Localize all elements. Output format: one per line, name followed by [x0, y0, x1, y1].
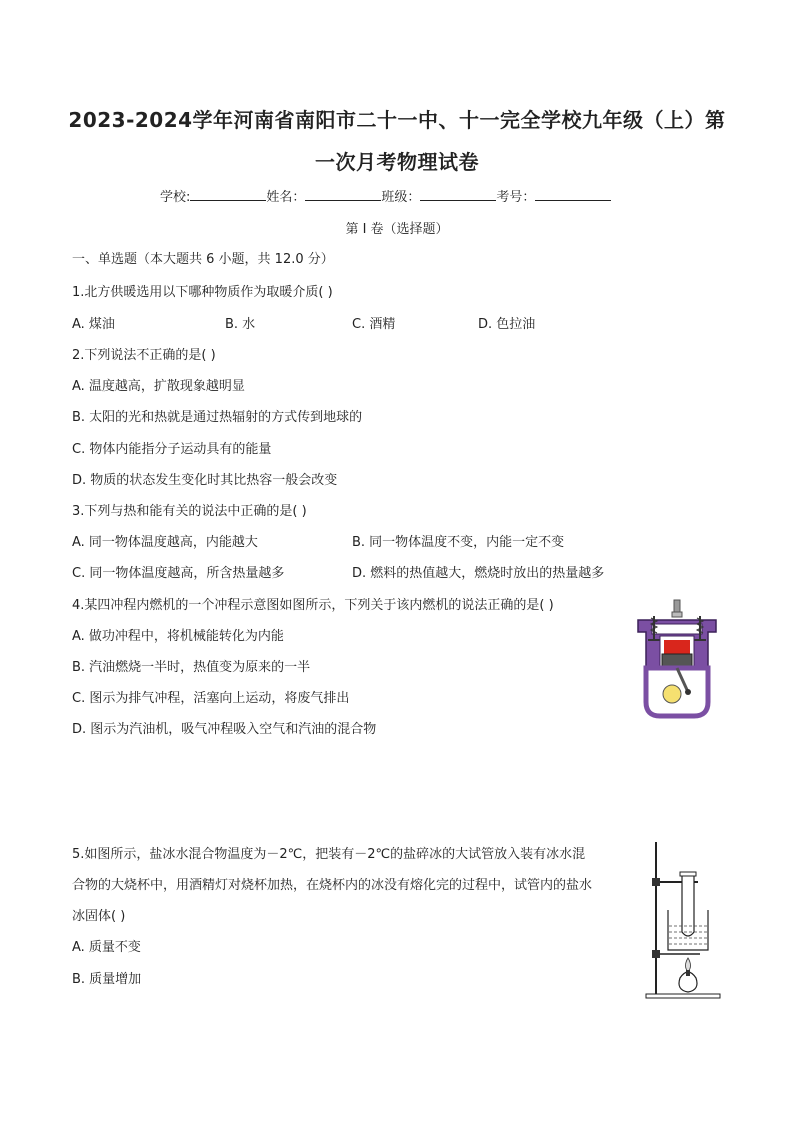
school-label: 学校:	[160, 190, 191, 205]
question-4-stem: 4.某四冲程内燃机的一个冲程示意图如图所示，下列关于该内燃机的说法正确的是( )	[72, 598, 554, 613]
question-2-option-d[interactable]: D. 物质的状态发生变化时其比热容一般会改变	[72, 473, 338, 488]
question-5-stem-line2: 合物的大烧杯中，用酒精灯对烧杯加热，在烧杯内的冰没有熔化完的过程中，试管内的盐水	[72, 878, 593, 893]
question-4-option-c[interactable]: C. 图示为排气冲程，活塞向上运动，将废气排出	[72, 691, 350, 706]
question-3-option-b[interactable]: B. 同一物体温度不变，内能一定不变	[352, 535, 565, 550]
question-3-option-d[interactable]: D. 燃料的热值越大，燃烧时放出的热量越多	[352, 566, 605, 581]
question-5-stem-line3: 冰固体( )	[72, 909, 126, 924]
class-blank[interactable]	[420, 188, 496, 201]
question-4-option-d[interactable]: D. 图示为汽油机，吸气冲程吸入空气和汽油的混合物	[72, 722, 377, 737]
exam-title-line2: 一次月考物理试卷	[315, 150, 479, 174]
question-2-option-b[interactable]: B. 太阳的光和热就是通过热辐射的方式传到地球的	[72, 410, 363, 425]
question-2-stem: 2.下列说法不正确的是( )	[72, 348, 216, 363]
question-3-option-c[interactable]: C. 同一物体温度越高，所含热量越多	[72, 566, 285, 581]
question-1-option-d[interactable]: D. 色拉油	[478, 317, 536, 332]
question-4-option-b[interactable]: B. 汽油燃烧一半时，热值变为原来的一半	[72, 660, 311, 675]
question-4-option-a[interactable]: A. 做功冲程中，将机械能转化为内能	[72, 629, 284, 644]
name-label: 姓名：	[266, 190, 306, 205]
question-5-option-b[interactable]: B. 质量增加	[72, 972, 142, 987]
exam-title-line1: 2023-2024学年河南省南阳市二十一中、十一完全学校九年级（上）第	[68, 108, 726, 132]
volume-heading: 第 I 卷（选择题）	[345, 222, 449, 237]
class-label: 班级：	[381, 190, 421, 205]
exam-no-blank[interactable]	[535, 188, 611, 201]
question-1-option-b[interactable]: B. 水	[225, 317, 256, 332]
question-1-stem: 1.北方供暖选用以下哪种物质作为取暖介质( )	[72, 285, 333, 300]
school-blank[interactable]	[190, 188, 266, 201]
student-info-row	[160, 186, 611, 205]
question-3-option-a[interactable]: A. 同一物体温度越高，内能越大	[72, 535, 258, 550]
name-blank[interactable]	[305, 188, 381, 201]
question-5-option-a[interactable]: A. 质量不变	[72, 940, 141, 955]
question-2-option-c[interactable]: C. 物体内能指分子运动具有的能量	[72, 442, 272, 457]
question-2-option-a[interactable]: A. 温度越高，扩散现象越明显	[72, 379, 245, 394]
question-3-stem: 3.下列与热和能有关的说法中正确的是( )	[72, 504, 307, 519]
section-heading: 一、单选题（本大题共 6 小题，共 12.0 分）	[72, 252, 334, 267]
exam-no-label: 考号：	[496, 190, 536, 205]
beaker-test-tube-figure	[644, 840, 724, 1002]
engine-cylinder-figure	[634, 598, 720, 720]
question-1-option-a[interactable]: A. 煤油	[72, 317, 115, 332]
question-5-stem-line1: 5.如图所示，盐冰水混合物温度为－2℃，把装有－2℃的盐碎冰的大试管放入装有冰水混	[72, 847, 586, 862]
question-1-option-c[interactable]: C. 酒精	[352, 317, 396, 332]
